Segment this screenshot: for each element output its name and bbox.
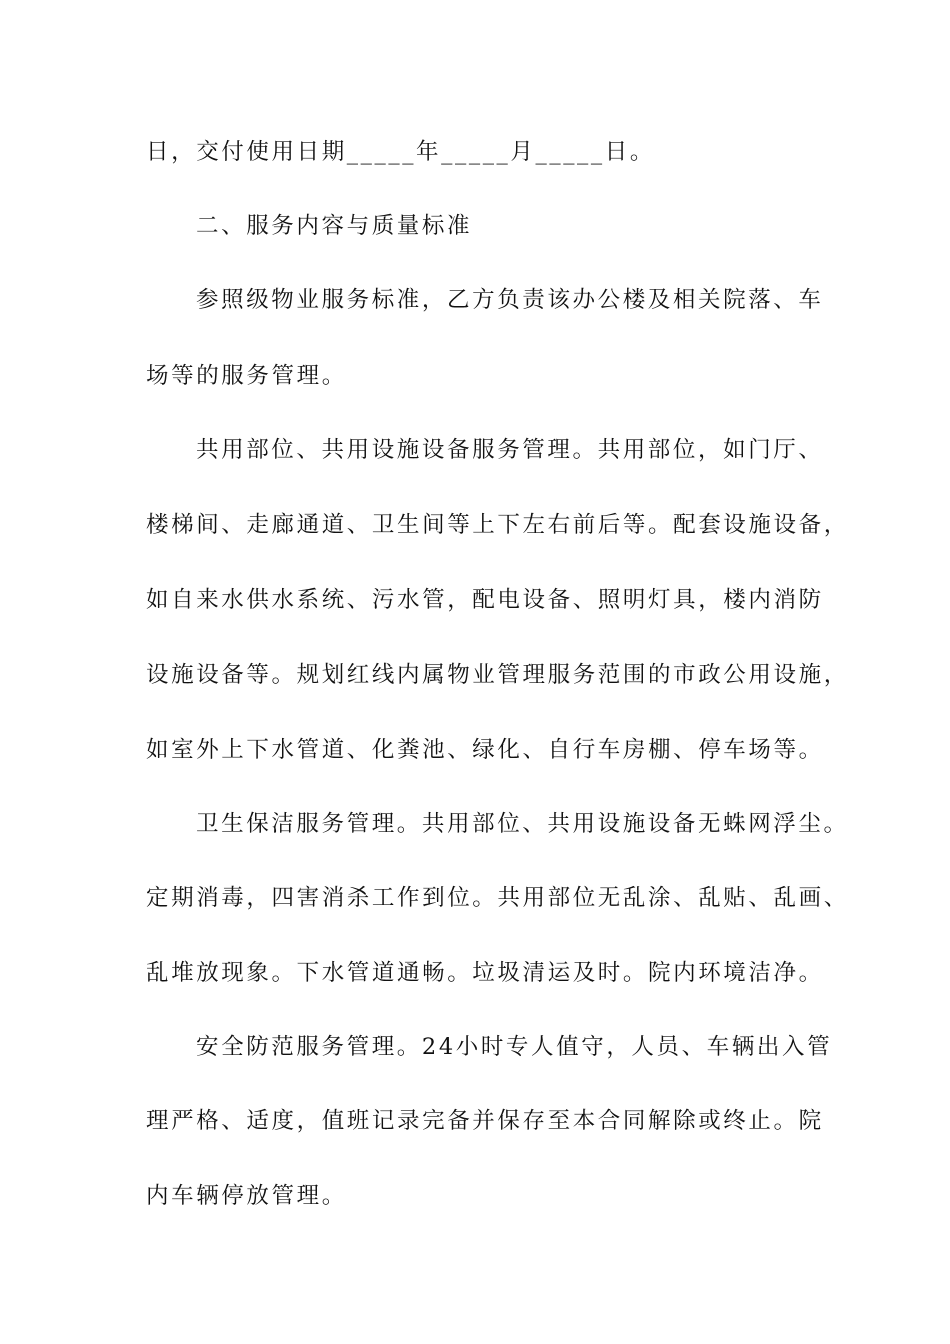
paragraph-line: 楼梯间、走廊通道、卫生间等上下左右前后等。配套设施设备， [146,512,849,538]
paragraph-line: 内车辆停放管理。 [146,1183,347,1209]
paragraph-line: 如室外上下水管道、化粪池、绿化、自行车房棚、停车场等。 [146,737,824,763]
paragraph-line: 卫生保洁服务管理。共用部位、共用设施设备无蛛网浮尘。 [196,811,849,837]
section-heading: 二、服务内容与质量标准 [196,213,473,239]
paragraph-line: 共用部位、共用设施设备服务管理。共用部位，如门厅、 [196,437,824,463]
paragraph-line: 理严格、适度，值班记录完备并保存至本合同解除或终止。院 [146,1108,824,1134]
text-line: 日，交付使用日期_____年_____月_____日。 [146,139,655,165]
paragraph-line: 如自来水供水系统、污水管，配电设备、照明灯具，楼内消防 [146,587,824,613]
paragraph-line: 安全防范服务管理。24小时专人值守，人员、车辆出入管 [196,1034,833,1060]
paragraph-line: 定期消毒，四害消杀工作到位。共用部位无乱涂、乱贴、乱画、 [146,885,849,911]
paragraph-line: 乱堆放现象。下水管道通畅。垃圾清运及时。院内环境洁净。 [146,960,824,986]
paragraph-line: 场等的服务管理。 [146,363,347,389]
paragraph-line: 参照级物业服务标准，乙方负责该办公楼及相关院落、车 [196,287,824,313]
paragraph-line: 设施设备等。规划红线内属物业管理服务范围的市政公用设施， [146,662,849,688]
